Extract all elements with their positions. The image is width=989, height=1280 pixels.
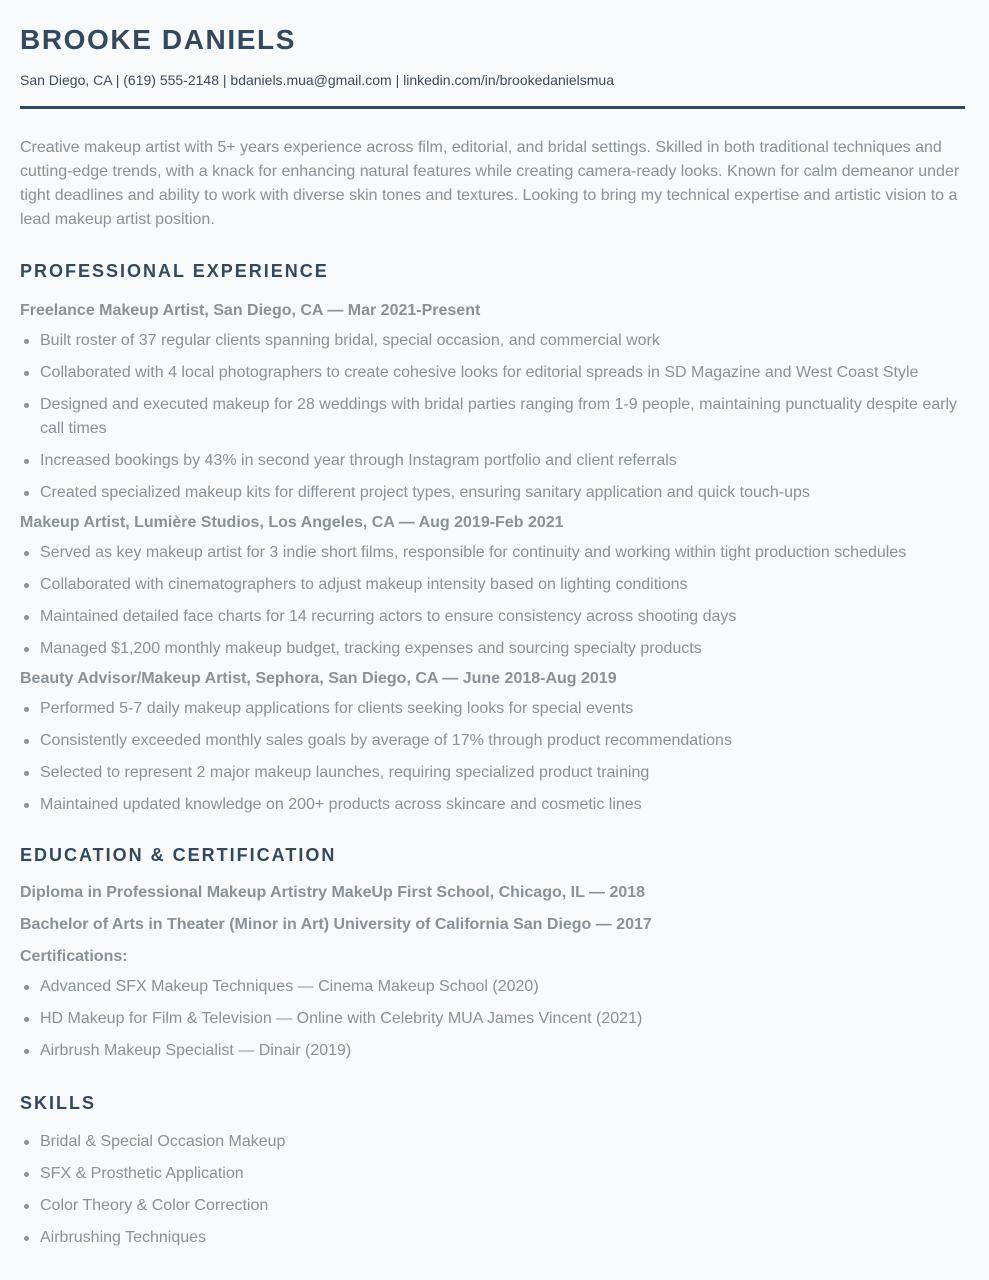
degree-line: Diploma in Professional Makeup Artistry MakeUp First School, Chicago, IL — 2018 [20,884,646,901]
experience-section-title: PROFESSIONAL EXPERIENCE [20,261,329,281]
list-item: Advanced SFX Makeup Techniques — Cinema Makeup School (2020) [20,975,965,999]
job-heading: Makeup Artist, Lumière Studios, Los Angeles, CA — Aug 2019-Feb 2021 [20,514,564,531]
summary-paragraph: Creative makeup artist with 5+ years experience across film, editorial, and bridal settings. Skilled in both traditional techniques and cutting-edge trends, with a knack for enhancing natural features while creating camera-ready looks. Known for calm demeanor under tight deadlines and ability to work with diverse skin tones and textures. Looking to bring my technical expertise and artistic vision to a lead makeup artist position. [20,139,960,228]
job-heading: Freelance Makeup Artist, San Diego, CA — Mar 2021-Present [20,302,481,319]
list-item: HD Makeup for Film & Television — Online with Celebrity MUA James Vincent (2021) [20,1007,965,1031]
list-item: Selected to represent 2 major makeup launches, requiring specialized product training [20,761,965,785]
list-item: Consistently exceeded monthly sales goals by average of 17% through product recommendations [20,729,965,753]
list-item: Maintained updated knowledge on 200+ products across skincare and cosmetic lines [20,793,965,817]
candidate-name: BROOKE DANIELS [20,24,296,55]
list-item: Collaborated with 4 local photographers to create cohesive looks for editorial spreads in SD Magazine and West Coast Style [20,361,965,385]
list-item: Airbrushing Techniques [20,1226,965,1250]
certification-list [20,975,965,1063]
list-item: Bridal & Special Occasion Makeup [20,1130,965,1154]
header-divider [20,106,965,109]
list-item: Designed and executed makeup for 28 weddings with bridal parties ranging from 1-9 people, maintaining punctuality despite early call times [20,393,965,441]
job-bullet-list [20,541,965,661]
job-bullet-list [20,697,965,817]
job-bullet-list [20,329,965,505]
list-item: Collaborated with cinematographers to adjust makeup intensity based on lighting conditions [20,573,965,597]
list-item: Created specialized makeup kits for different project types, ensuring sanitary application and quick touch-ups [20,481,965,505]
list-item: Served as key makeup artist for 3 indie short films, responsible for continuity and working within tight production schedules [20,541,965,565]
list-item: Airbrush Makeup Specialist — Dinair (2019) [20,1039,965,1063]
skills-list [20,1130,965,1250]
list-item: SFX & Prosthetic Application [20,1162,965,1186]
list-item: Increased bookings by 43% in second year through Instagram portfolio and client referrals [20,449,965,473]
list-item: Performed 5-7 daily makeup applications for clients seeking looks for special events [20,697,965,721]
list-item: Managed $1,200 monthly makeup budget, tracking expenses and sourcing specialty products [20,637,965,661]
contact-line: San Diego, CA | (619) 555-2148 | bdaniels.mua@gmail.com | linkedin.com/in/brookedanielsmua [20,72,614,88]
list-item: Maintained detailed face charts for 14 recurring actors to ensure consistency across shooting days [20,605,965,629]
education-section-title: EDUCATION & CERTIFICATION [20,845,337,865]
list-item: Color Theory & Color Correction [20,1194,965,1218]
degree-line: Bachelor of Arts in Theater (Minor in Art) University of California San Diego — 2017 [20,916,652,933]
certifications-label: Certifications: [20,948,128,965]
list-item: Built roster of 37 regular clients spanning bridal, special occasion, and commercial work [20,329,965,353]
skills-section-title: SKILLS [20,1093,97,1113]
job-heading: Beauty Advisor/Makeup Artist, Sephora, San Diego, CA — June 2018-Aug 2019 [20,670,617,687]
